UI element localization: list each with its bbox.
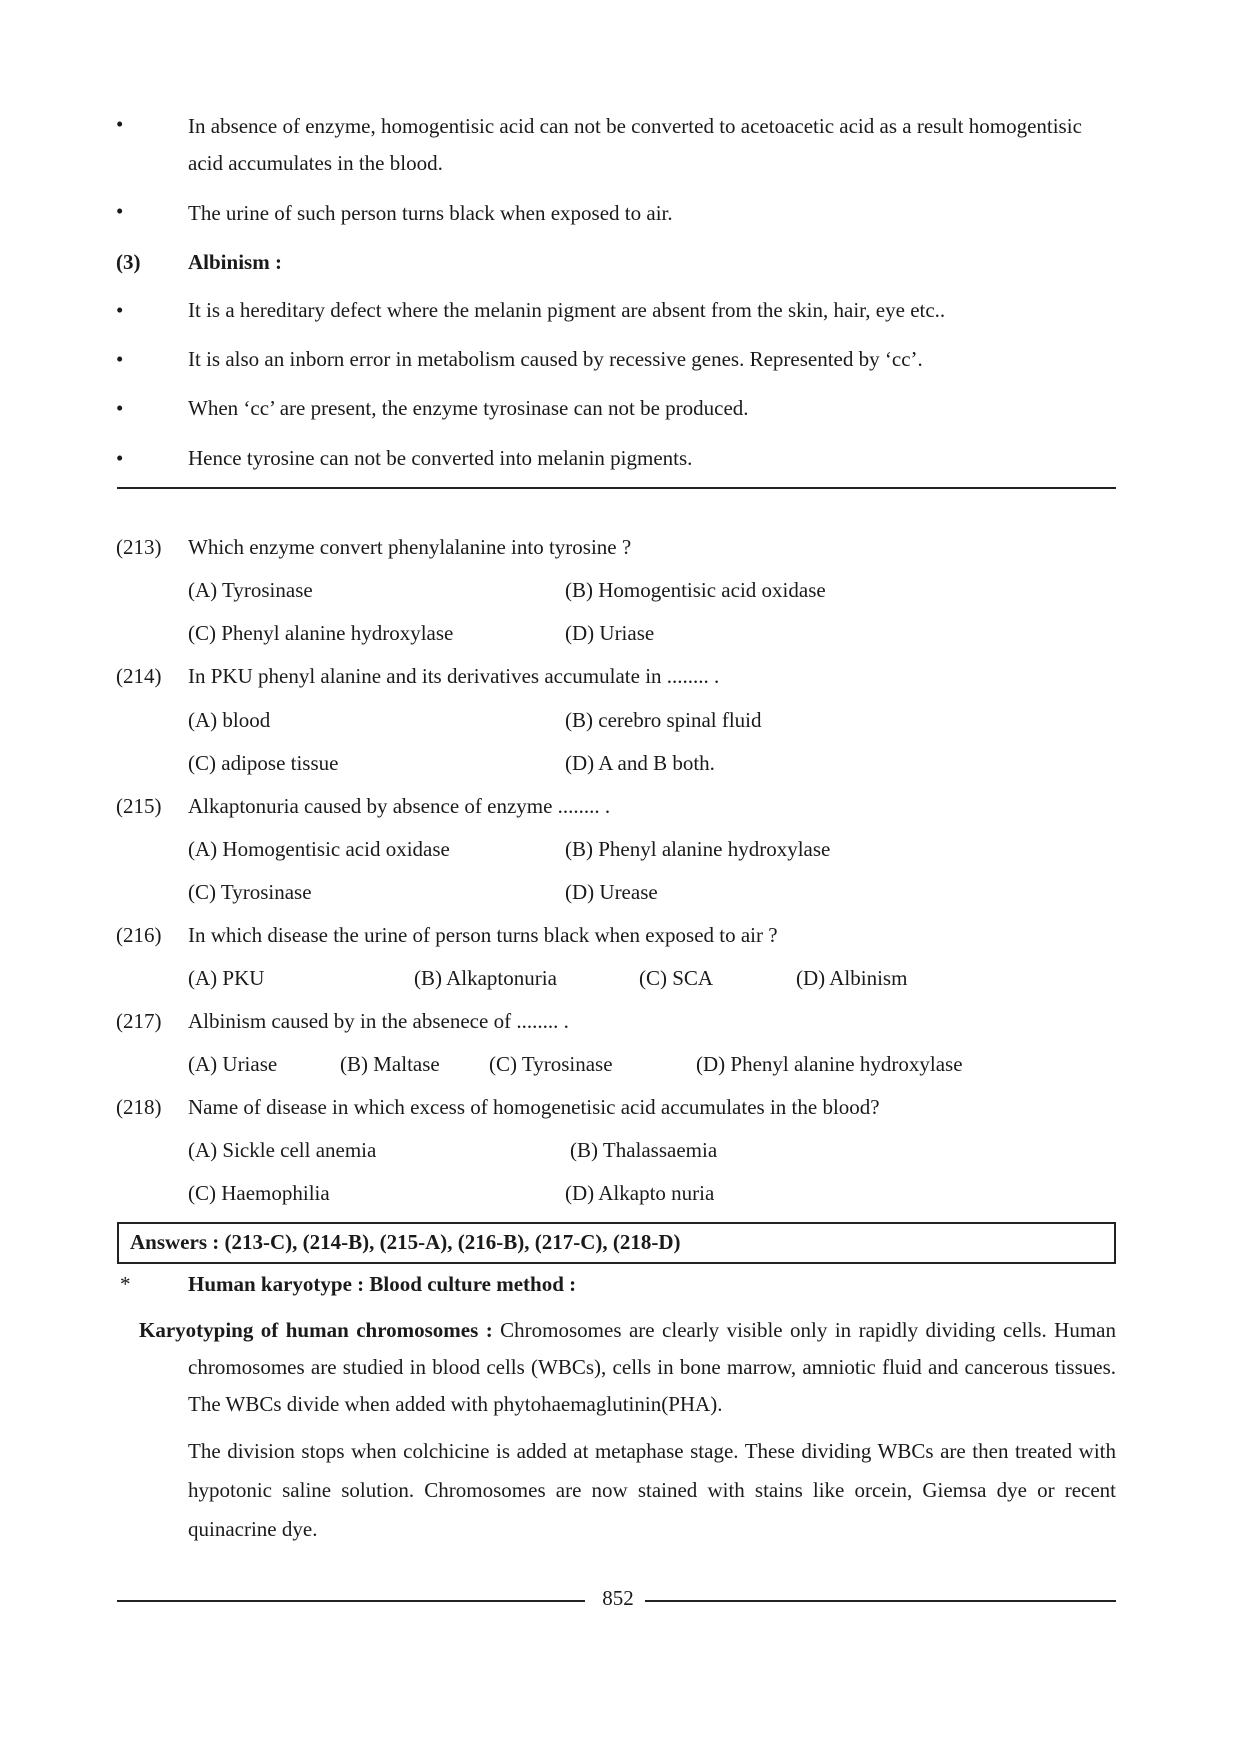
answers-text: Answers : (213-C), (214-B), (215-A), (216-B), (217-C), (218-D) bbox=[130, 1230, 681, 1254]
answers-box bbox=[117, 1222, 1116, 1264]
option-d: (D) A and B both. bbox=[565, 751, 715, 775]
karyotype-heading: Human karyotype : Blood culture method : bbox=[188, 1272, 577, 1296]
question-number: (214) bbox=[116, 664, 162, 688]
question-number: (216) bbox=[116, 923, 162, 947]
question-number: (215) bbox=[116, 794, 162, 818]
option-d: (D) Phenyl alanine hydroxylase bbox=[696, 1052, 963, 1076]
option-d: (D) Alkapto nuria bbox=[565, 1181, 715, 1205]
option-d: (D) Uriase bbox=[565, 621, 655, 645]
section-title: Albinism : bbox=[188, 250, 282, 274]
option-c: (C) Phenyl alanine hydroxylase bbox=[188, 621, 454, 645]
option-a: (A) Uriase bbox=[188, 1052, 278, 1076]
intro-bullet-2: The urine of such person turns black when exposed to air. bbox=[188, 201, 673, 225]
option-b: (B) Alkaptonuria bbox=[414, 966, 557, 990]
page-number: 852 bbox=[602, 1586, 634, 1610]
bullet-marker: • bbox=[116, 112, 124, 136]
option-b: (B) cerebro spinal fluid bbox=[565, 708, 762, 732]
albinism-bullet-4: Hence tyrosine can not be converted into melanin pigments. bbox=[188, 446, 693, 470]
option-a: (A) Homogentisic acid oxidase bbox=[188, 837, 450, 861]
option-c: (C) Tyrosinase bbox=[188, 880, 312, 904]
albinism-bullet-1: It is a hereditary defect where the melanin pigment are absent from the skin, hair, eye etc.. bbox=[188, 298, 946, 322]
question-text: Name of disease in which excess of homogenetisic acid accumulates in the blood? bbox=[188, 1095, 880, 1119]
option-d: (D) Urease bbox=[565, 880, 658, 904]
option-d: (D) Albinism bbox=[796, 966, 908, 990]
bullet-marker: • bbox=[116, 396, 124, 420]
option-a: (A) Sickle cell anemia bbox=[188, 1138, 377, 1162]
option-c: (C) Haemophilia bbox=[188, 1181, 330, 1205]
asterisk-marker: * bbox=[120, 1272, 131, 1296]
albinism-bullet-3: When ‘cc’ are present, the enzyme tyrosinase can not be produced. bbox=[188, 396, 749, 420]
intro-bullet-1: In absence of enzyme, homogentisic acid can not be converted to acetoacetic acid as a result homogentisic acid accumulates in the blood. bbox=[188, 114, 1082, 175]
bullet-marker: • bbox=[116, 199, 124, 223]
option-b: (B) Homogentisic acid oxidase bbox=[565, 578, 826, 602]
karyotype-para1-text: Chromosomes are clearly visible only in rapidly dividing cells. Human chromosomes are studied in blood cells (WBCs), cells in bone marrow, amniotic fluid and cancerous tissues. The WBCs divide when added with phytohaemaglutinin(PHA). bbox=[188, 1318, 1116, 1416]
question-number: (218) bbox=[116, 1095, 162, 1119]
albinism-bullet-2: It is also an inborn error in metabolism caused by recessive genes. Represented by ‘cc’. bbox=[188, 347, 923, 371]
option-b: (B) Phenyl alanine hydroxylase bbox=[565, 837, 831, 861]
karyotype-paragraph-1 bbox=[139, 1312, 1116, 1423]
option-a: (A) PKU bbox=[188, 966, 265, 990]
bullet-marker: • bbox=[116, 298, 124, 322]
question-text: Alkaptonuria caused by absence of enzyme ........ . bbox=[188, 794, 611, 818]
question-text: In which disease the urine of person turns black when exposed to air ? bbox=[188, 923, 778, 947]
question-number: (213) bbox=[116, 535, 162, 559]
bullet-marker: • bbox=[116, 446, 124, 470]
option-b: (B) Maltase bbox=[340, 1052, 440, 1076]
question-text: Which enzyme convert phenylalanine into tyrosine ? bbox=[188, 535, 632, 559]
karyotype-paragraph-2: The division stops when colchicine is added at metaphase stage. These dividing WBCs are then treated with hypotonic saline solution. Chromosomes are now stained with stains like orcein, Giemsa dye or recent quinacrine dye. bbox=[188, 1439, 1116, 1541]
option-b: (B) Thalassaemia bbox=[570, 1138, 718, 1162]
karyotype-lead: Karyotyping of human chromosomes : bbox=[139, 1318, 493, 1342]
option-c: (C) SCA bbox=[639, 966, 714, 990]
option-c: (C) adipose tissue bbox=[188, 751, 339, 775]
section-number: (3) bbox=[116, 250, 141, 274]
question-text: In PKU phenyl alanine and its derivatives accumulate in ........ . bbox=[188, 664, 720, 688]
option-a: (A) blood bbox=[188, 708, 271, 732]
footer-rule-right bbox=[645, 1600, 1116, 1602]
bullet-marker: • bbox=[116, 347, 124, 371]
section-divider bbox=[117, 487, 1116, 489]
option-a: (A) Tyrosinase bbox=[188, 578, 313, 602]
question-text: Albinism caused by in the absenece of ........ . bbox=[188, 1009, 569, 1033]
footer-rule-left bbox=[117, 1600, 585, 1602]
option-c: (C) Tyrosinase bbox=[489, 1052, 613, 1076]
question-number: (217) bbox=[116, 1009, 162, 1033]
